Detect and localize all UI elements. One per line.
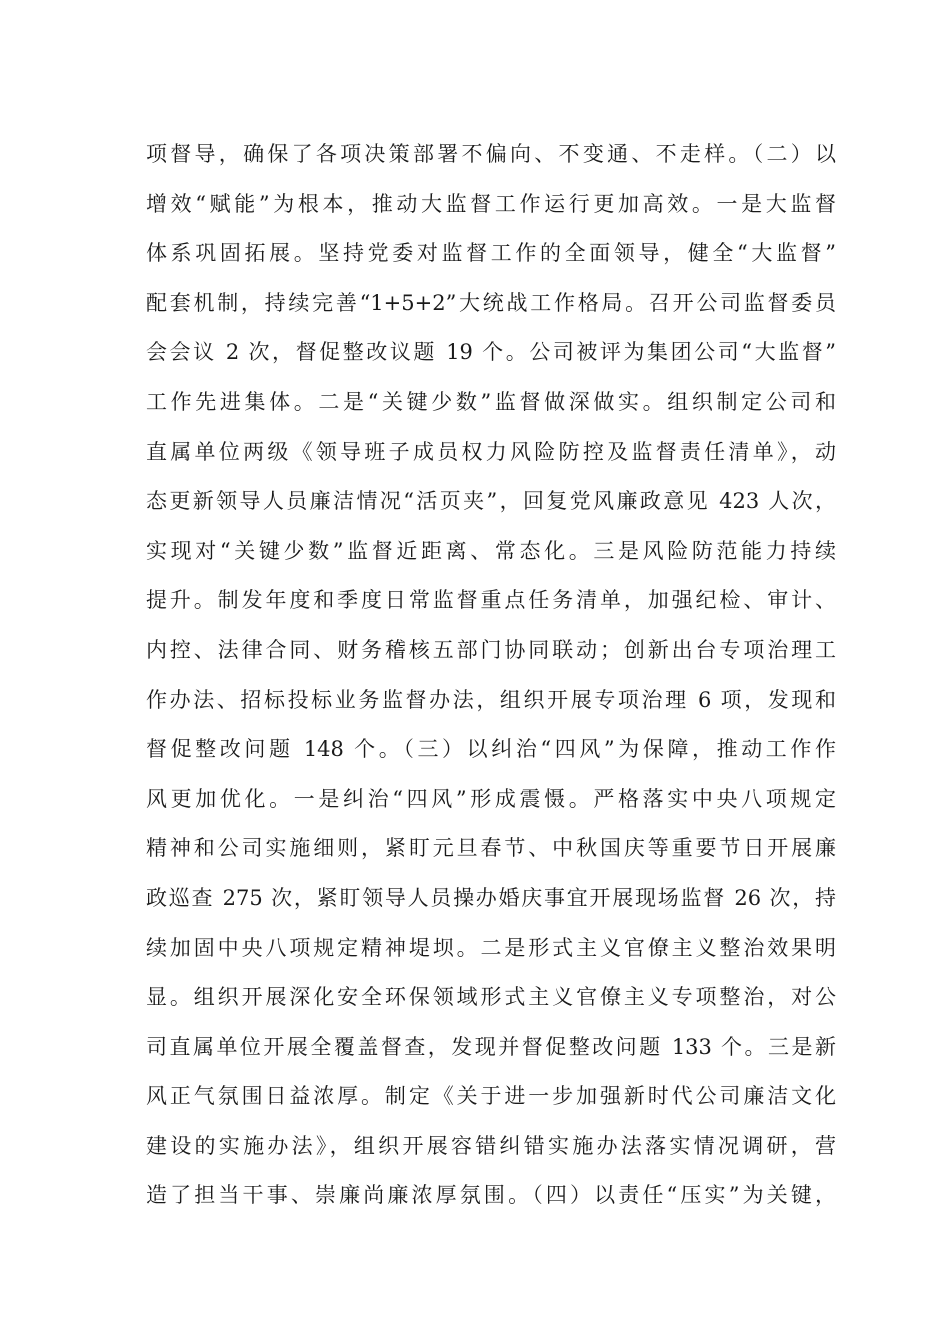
text-line: 态更新领导人员廉洁情况“活页夹”，回复党风廉政意见 423 人次， bbox=[146, 489, 836, 514]
text-line: 内控、法律合同、财务稽核五部门协同联动；创新出台专项治理工 bbox=[146, 637, 836, 662]
text-line: 提升。制发年度和季度日常监督重点任务清单，加强纪检、审计、 bbox=[146, 588, 836, 613]
text-line: 实现对“关键少数”监督近距离、常态化。三是风险防范能力持续 bbox=[146, 538, 836, 563]
text-line: 造了担当干事、崇廉尚廉浓厚氛围。（四）以责任“压实”为关键， bbox=[146, 1183, 836, 1208]
body-text bbox=[146, 130, 836, 1221]
text-line: 工作先进集体。二是“关键少数”监督做深做实。组织制定公司和 bbox=[146, 389, 836, 414]
text-line: 显。组织开展深化安全环保领域形式主义官僚主义专项整治，对公 bbox=[146, 985, 836, 1010]
text-line: 风正气氛围日益浓厚。制定《关于进一步加强新时代公司廉洁文化 bbox=[146, 1084, 836, 1109]
text-line: 体系巩固拓展。坚持党委对监督工作的全面领导，健全“大监督” bbox=[146, 241, 836, 266]
text-line: 配套机制，持续完善“1+5+2”大统战工作格局。召开公司监督委员 bbox=[146, 290, 836, 315]
text-line: 政巡查 275 次，紧盯领导人员操办婚庆事宜开展现场监督 26 次，持 bbox=[146, 885, 836, 910]
text-line: 风更加优化。一是纠治“四风”形成震慑。严格落实中央八项规定 bbox=[146, 786, 836, 811]
text-line: 督促整改问题 148 个。（三）以纠治“四风”为保障，推动工作作 bbox=[146, 737, 836, 762]
text-line: 续加固中央八项规定精神堤坝。二是形式主义官僚主义整治效果明 bbox=[146, 935, 836, 960]
text-line: 会会议 2 次，督促整改议题 19 个。公司被评为集团公司“大监督” bbox=[146, 340, 836, 365]
text-line: 增效“赋能”为根本，推动大监督工作运行更加高效。一是大监督 bbox=[146, 191, 836, 216]
text-line: 作办法、招标投标业务监督办法，组织开展专项治理 6 项，发现和 bbox=[146, 687, 836, 712]
text-line: 项督导，确保了各项决策部署不偏向、不变通、不走样。（二）以 bbox=[146, 142, 836, 166]
text-line: 司直属单位开展全覆盖督查，发现并督促整改问题 133 个。三是新 bbox=[146, 1034, 836, 1059]
text-line: 直属单位两级《领导班子成员权力风险防控及监督责任清单》，动 bbox=[146, 439, 836, 464]
text-line: 建设的实施办法》，组织开展容错纠错实施办法落实情况调研，营 bbox=[146, 1133, 836, 1158]
text-line: 精神和公司实施细则，紧盯元旦春节、中秋国庆等重要节日开展廉 bbox=[146, 836, 836, 861]
